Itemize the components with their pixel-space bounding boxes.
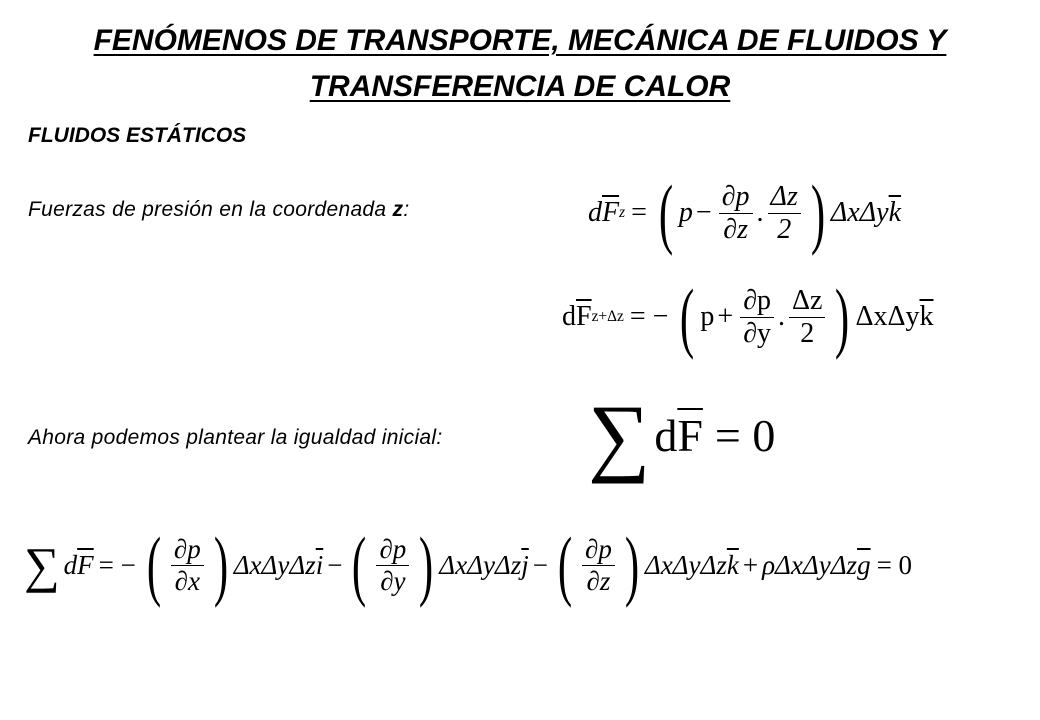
eq2-numerator: ∂p <box>740 286 774 317</box>
eq1-subscript: z <box>619 204 626 221</box>
eq4-d: d <box>63 549 78 580</box>
eq4-fraction-y <box>376 535 409 595</box>
eq2-fraction-partial <box>740 286 774 348</box>
eq1-denominator: ∂z <box>723 213 748 245</box>
eq4-num-2: ∂p <box>376 535 409 565</box>
eq3-force: $\overline{F}$ <box>677 410 703 462</box>
eq3-d: d <box>654 410 678 462</box>
eq2-d: d <box>562 301 576 332</box>
eq1-dot: . <box>756 197 764 228</box>
eq1-numerator: ∂p <box>719 182 753 213</box>
eq4-num-3: ∂p <box>582 535 615 565</box>
eq2-tail: ΔxΔy <box>855 301 920 332</box>
eq1-equals: = <box>631 197 647 228</box>
eq4-term-4: ρΔxΔyΔz <box>762 549 858 580</box>
eq4-sum-symbol: ∑ <box>24 537 60 593</box>
eq2-equals: = − <box>629 301 669 332</box>
eq1-minus: − <box>695 197 712 228</box>
eq1-tail: ΔxΔy <box>830 197 889 228</box>
eq4-paren-close-3: ) <box>624 521 639 608</box>
eq3-sum-symbol: ∑ <box>588 387 651 484</box>
eq2-p: p <box>700 301 715 332</box>
eq2-plus: + <box>717 301 734 332</box>
eq4-den-1: ∂x <box>174 565 200 596</box>
eq1-force: $\overline{F}$ <box>602 197 620 228</box>
eq4-equals: = − <box>98 549 136 580</box>
eq4-vector-g: $\overline{g}$ <box>857 549 871 580</box>
eq1-numerator-2: Δz <box>768 182 801 213</box>
eq2-denominator-2: 2 <box>800 317 815 349</box>
eq1-d: d <box>588 197 602 228</box>
eq4-end: = 0 <box>876 549 913 580</box>
eq4-sign-1: − <box>327 549 343 580</box>
eq4-term-3: ΔxΔyΔz <box>644 549 727 580</box>
eq4-fraction-x <box>171 535 204 595</box>
eq2-subscript: z+Δz <box>591 308 624 325</box>
eq2-fraction-half <box>789 286 825 348</box>
eq4-den-3: ∂z <box>586 565 611 596</box>
eq4-vector-k: $\overline{k}$ <box>726 549 739 580</box>
eq2-denominator: ∂y <box>743 317 772 349</box>
pressure-forces-colon: : <box>403 198 410 221</box>
equation-force-z <box>588 168 901 258</box>
title-line-1: FENÓMENOS DE TRANSPORTE, MECÁNICA DE FLUIDOS Y <box>93 24 947 57</box>
equation-force-z-dz <box>562 272 933 362</box>
eq1-fraction-half <box>768 182 801 244</box>
eq4-paren-close-2: ) <box>419 521 434 608</box>
section-heading: FLUIDOS ESTÁTICOS <box>28 124 247 147</box>
eq1-left-paren: ( <box>658 169 674 256</box>
eq3-rhs: = 0 <box>714 410 776 462</box>
eq4-term-2: ΔxΔyΔz <box>439 549 522 580</box>
eq2-right-paren: ) <box>835 273 850 360</box>
eq4-den-2: ∂y <box>380 565 406 596</box>
eq4-paren-open-1: ( <box>146 521 162 608</box>
eq2-dot: . <box>778 301 786 332</box>
eq2-unit-vector: $\overline{k}$ <box>919 301 934 332</box>
eq4-vector-i: $\overline{i}$ <box>315 549 324 580</box>
eq1-unit-vector: $\overline{k}$ <box>888 197 902 228</box>
eq4-vector-j: $\overline{j}$ <box>521 549 529 580</box>
eq1-fraction-partial <box>719 182 753 244</box>
eq4-sign-3: + <box>742 549 759 580</box>
initial-equality-label: Ahora podemos plantear la igualdad inicial: <box>28 426 443 449</box>
eq1-p: p <box>678 197 693 228</box>
eq1-denominator-2: 2 <box>777 213 792 245</box>
eq4-force: $\overline{F}$ <box>77 549 94 580</box>
eq4-paren-close-1: ) <box>213 521 228 608</box>
eq4-paren-open-2: ( <box>352 521 367 608</box>
eq2-numerator-2: Δz <box>789 286 825 317</box>
equation-sum-zero <box>588 387 776 484</box>
eq4-num-1: ∂p <box>171 535 204 565</box>
equation-force-balance <box>24 520 912 610</box>
eq1-right-paren: ) <box>810 169 826 256</box>
pressure-forces-variable: z <box>392 198 404 221</box>
eq4-paren-open-3: ( <box>557 521 573 608</box>
title-line-2: TRANSFERENCIA DE CALOR <box>309 70 731 103</box>
eq4-fraction-z <box>582 535 615 595</box>
page-title <box>0 18 1040 110</box>
eq2-force: $\overline{F}$ <box>576 301 592 332</box>
pressure-forces-text: Fuerzas de presión en la coordenada <box>28 198 393 221</box>
pressure-forces-label <box>28 198 409 222</box>
eq4-sign-2: − <box>532 549 549 580</box>
eq4-term-1: ΔxΔyΔz <box>233 549 316 580</box>
eq2-left-paren: ( <box>680 273 695 360</box>
